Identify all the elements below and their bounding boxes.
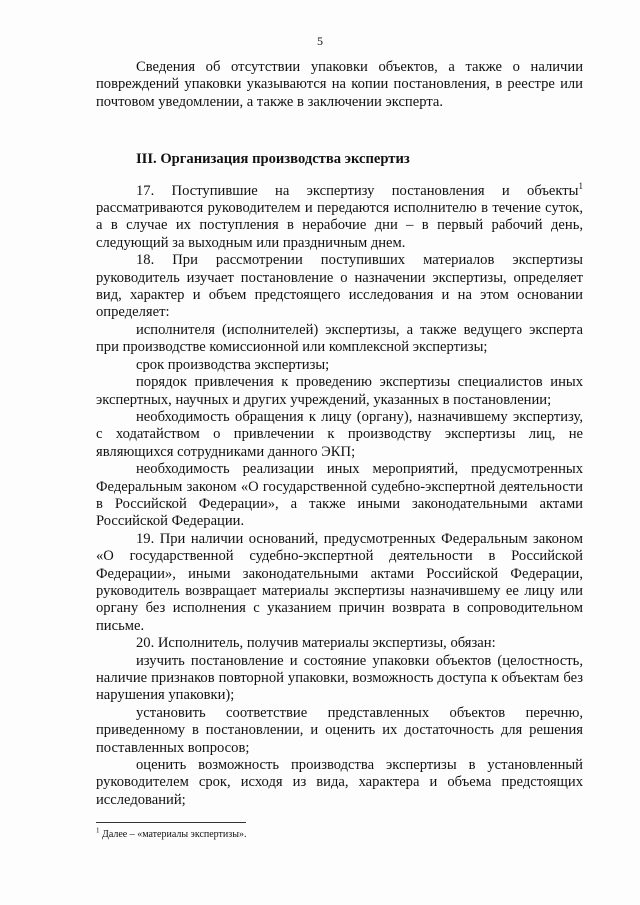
paragraph-17	[96, 180, 583, 253]
paragraph-17-text: 17. Поступившие на экспертизу постановления и объекты	[136, 182, 579, 199]
paragraph: необходимость обращения к лицу (органу), назначившему экспертизу, с ходатайством о привлечении к производству экспертизы лиц, не являющихся сотрудниками данного ЭКП;	[96, 408, 583, 460]
paragraph: оценить возможность производства экспертизы в установленный руководителем срок, исходя из вида, характера и объема предстоящих исследований;	[96, 757, 583, 808]
footnote-ref: 1	[578, 180, 583, 191]
paragraph: необходимость реализации иных мероприятий, предусмотренных Федеральным законом «О государственной судебно-экспертной деятельности в Российской Федерации», а также иными законодательными актами Российской Федерации.	[96, 461, 583, 530]
intro-paragraph: Сведения об отсутствии упаковки объектов, а также о наличии повреждений упаковки указываются на копии постановления, в реестре или почтовом уведомлении, а также в заключении эксперта.	[96, 59, 583, 110]
paragraph: 18. При рассмотрении поступивших материалов экспертизы руководитель изучает постановление о назначении экспертизы, определяет вид, характер и объем предстоящего исследования и на этом основании определяет:	[96, 252, 583, 321]
section-heading: III. Организация производства экспертиз	[136, 151, 410, 168]
document-body	[96, 59, 583, 809]
paragraph: порядок привлечения к проведению экспертизы специалистов иных экспертных, научных и других учреждений, указанных в постановлении;	[96, 374, 583, 408]
paragraph: исполнителя (исполнителей) экспертизы, а также ведущего эксперта при производстве комиссионной или комплексной экспертизы;	[96, 321, 583, 356]
footnote-divider	[96, 822, 246, 823]
paragraph: 19. При наличии оснований, предусмотренных Федеральным законом «О государственной судебно-экспертной деятельности в Российской Федерации», иными законодательными актами Российской Федерации, руководитель возвращает материалы экспертизы назначившему ее лицу или органу без исполнения с указанием причин возврата в сопроводительном письме.	[96, 530, 583, 634]
footnote	[96, 826, 583, 841]
page-number: 5	[317, 34, 323, 48]
paragraph-17-rest: рассматриваются руководителем и передаются исполнителю в течение суток, а в случае их поступления в нерабочие дни – в первый рабочий день, следующий за выходным или праздничным днем.	[96, 200, 583, 251]
footnote-text: Далее – «материалы экспертизы».	[99, 829, 247, 840]
footnote-marker: 1	[96, 826, 100, 835]
paragraph: изучить постановление и состояние упаковки объектов (целостность, наличие признаков повторной упаковки, возможность доступа к объектам без нарушения упаковки);	[96, 652, 583, 704]
paragraph: 20. Исполнитель, получив материалы экспертизы, обязан:	[136, 635, 496, 652]
paragraph: установить соответствие представленных объектов перечню, приведенному в постановлении, и оценить их достаточность для решения поставленных вопросов;	[96, 704, 583, 756]
paragraph: срок производства экспертизы;	[136, 356, 330, 373]
